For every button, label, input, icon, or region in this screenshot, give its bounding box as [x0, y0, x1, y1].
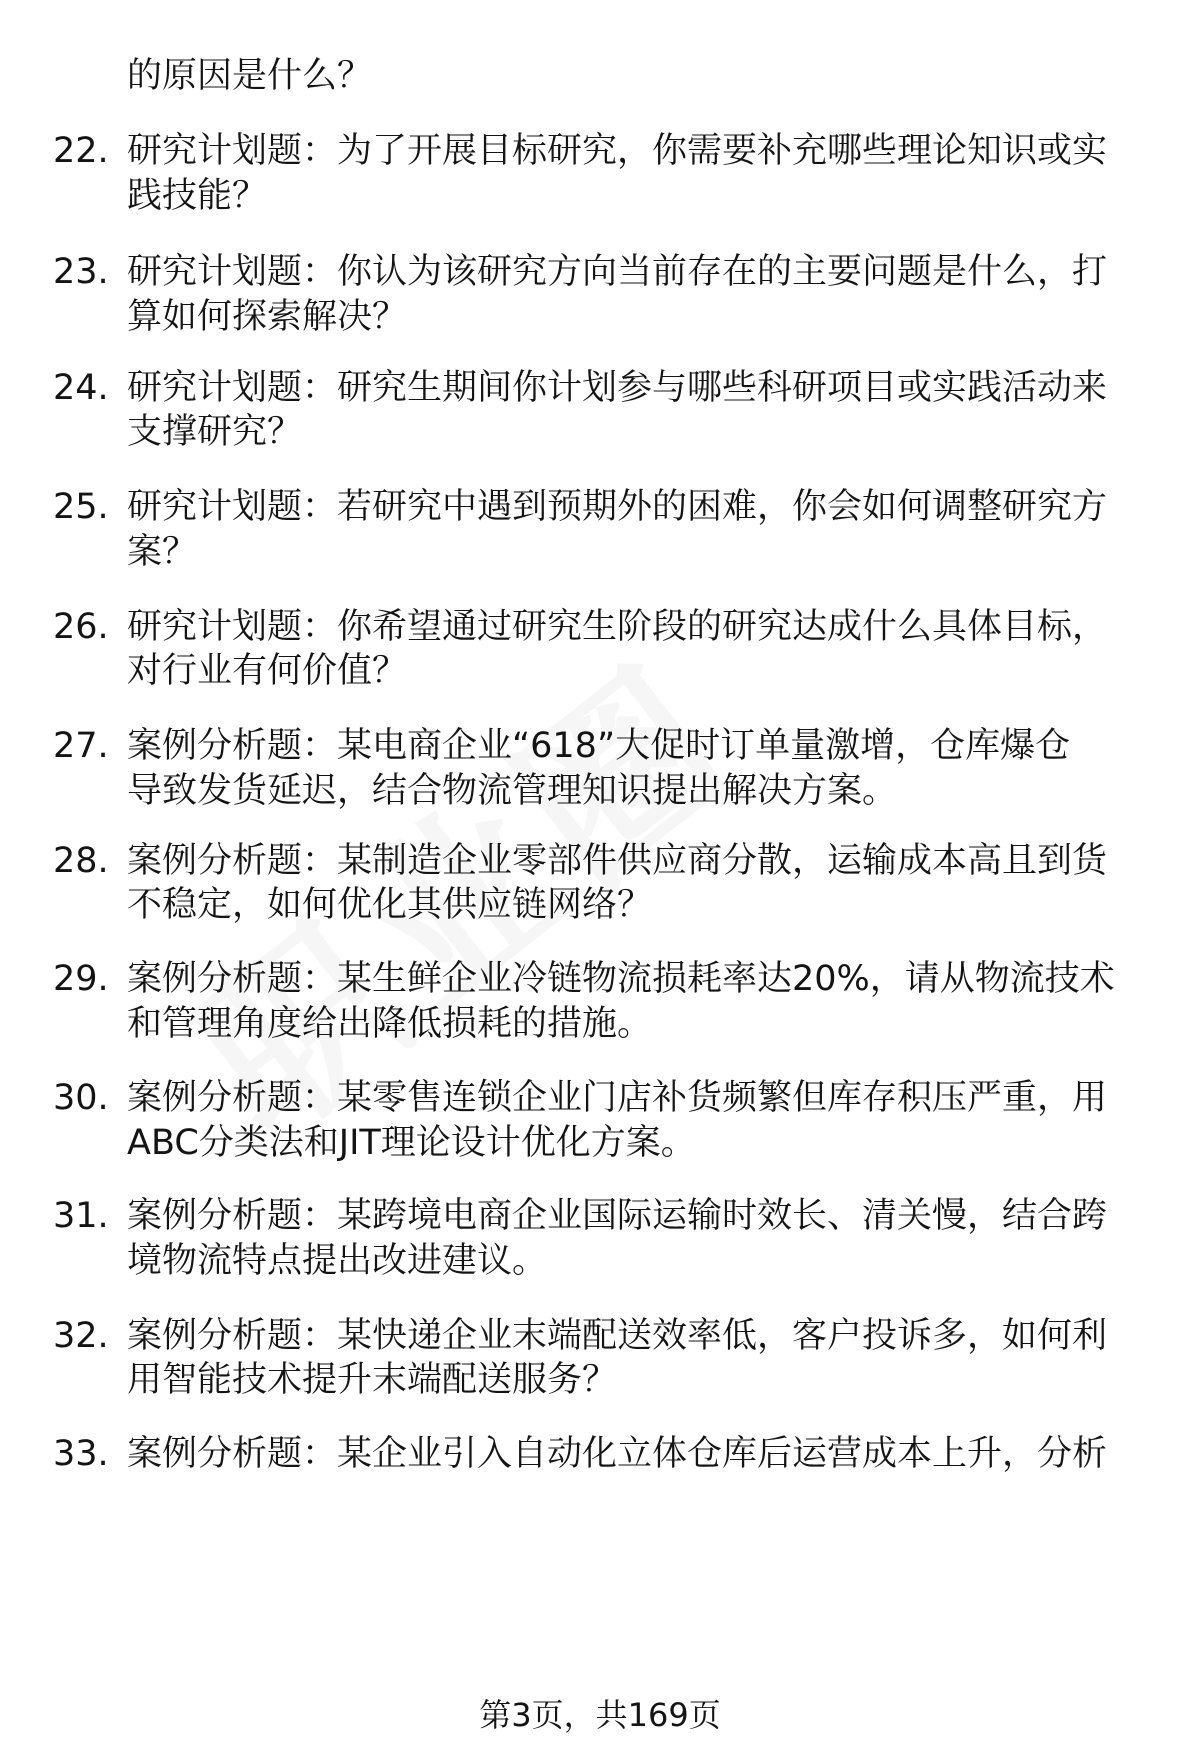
page-footer: [0, 1693, 1200, 1737]
item-text-line1: 研究计划题：若研究中遇到预期外的困难，你会如何调整研究方: [127, 487, 1108, 527]
item-number: 28.: [53, 841, 109, 881]
item-number: 31.: [53, 1196, 109, 1236]
item-number: 23.: [53, 252, 109, 292]
item-text-line2: 境物流特点提出改进建议。: [127, 1241, 548, 1281]
item-text-line2: ABC分类法和JIT理论设计优化方案。: [127, 1123, 696, 1163]
item-text-line2: 和管理角度给出降低损耗的措施。: [127, 1004, 653, 1044]
item-text-line2: 支撑研究？: [127, 412, 303, 452]
item-text-line2: 不稳定，如何优化其供应链网络？: [127, 885, 653, 925]
page-number-label: 第3页，共169页: [479, 1696, 721, 1734]
item-number: 24.: [53, 368, 109, 408]
item-number: 30.: [53, 1078, 109, 1118]
item-text-line1: 研究计划题：你希望通过研究生阶段的研究达成什么具体目标，: [127, 607, 1108, 647]
item-text-line2: 案？: [127, 532, 198, 572]
item-text-line2: 对行业有何价值？: [127, 651, 408, 691]
item-number: 27.: [53, 726, 109, 766]
item-number: 29.: [53, 959, 109, 999]
continued-line: 的原因是什么？: [127, 56, 373, 96]
item-text-line1: 案例分析题：某快递企业末端配送效率低，客户投诉多，如何利: [127, 1316, 1108, 1356]
item-number: 25.: [53, 487, 109, 527]
item-text-line1: 案例分析题：某制造企业零部件供应商分散，运输成本高且到货: [127, 841, 1108, 881]
item-text-line2: 导致发货延迟，结合物流管理知识提出解决方案。: [127, 771, 898, 811]
item-text-line1: 研究计划题：你认为该研究方向当前存在的主要问题是什么，打: [127, 252, 1108, 292]
item-text-line1: 研究计划题：为了开展目标研究，你需要补充哪些理论知识或实: [127, 131, 1108, 171]
item-text-line1: 案例分析题：某生鲜企业冷链物流损耗率达20%，请从物流技术: [127, 959, 1115, 999]
item-number: 32.: [53, 1316, 109, 1356]
item-text-line1: 案例分析题：某零售连锁企业门店补货频繁但库存积压严重，用: [127, 1078, 1108, 1118]
item-number: 22.: [53, 131, 109, 171]
item-text-line1: 案例分析题：某跨境电商企业国际运输时效长、清关慢，结合跨: [127, 1196, 1108, 1236]
item-text-line1: 研究计划题：研究生期间你计划参与哪些科研项目或实践活动来: [127, 368, 1108, 408]
item-text-line2: 用智能技术提升末端配送服务？: [127, 1360, 618, 1400]
item-number: 33.: [53, 1434, 109, 1474]
item-text-line1: 案例分析题：某电商企业“618”大促时订单量激增，仓库爆仓: [127, 726, 1071, 766]
item-text-line1: 案例分析题：某企业引入自动化立体仓库后运营成本上升，分析: [127, 1434, 1108, 1474]
item-text-line2: 践技能？: [127, 176, 268, 216]
item-text-line2: 算如何探索解决？: [127, 297, 408, 337]
item-number: 26.: [53, 607, 109, 647]
